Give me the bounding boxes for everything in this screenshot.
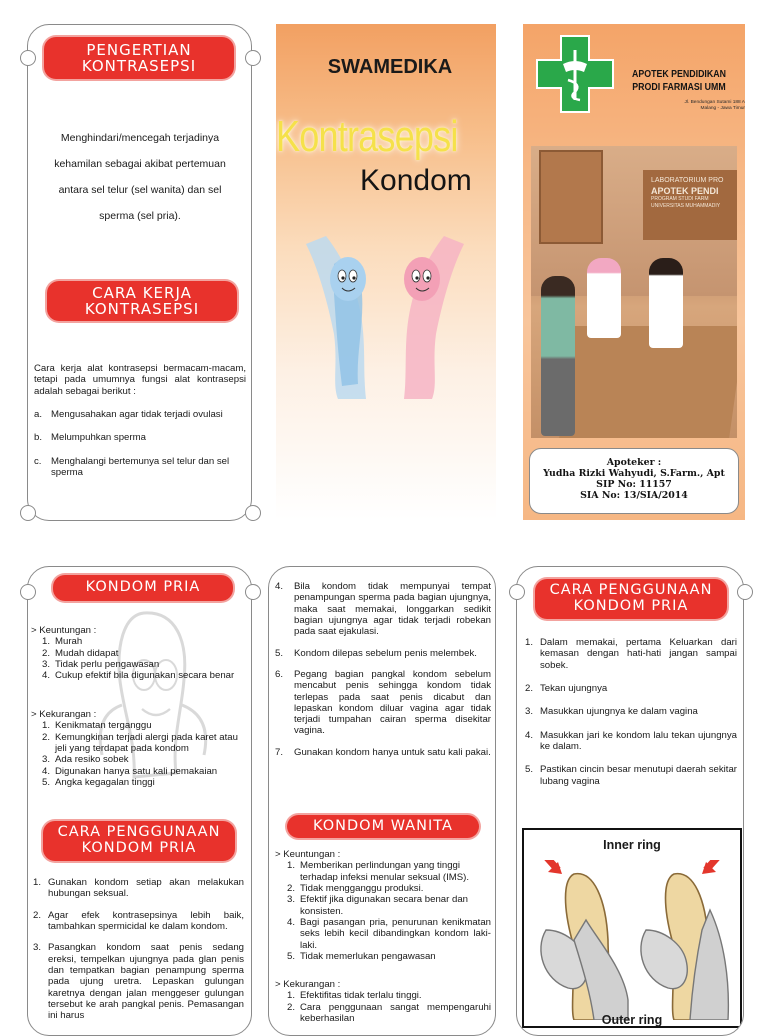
item-text: Kenikmatan terganggu	[55, 720, 152, 732]
photo-person-staff-2	[649, 258, 683, 348]
list-item	[34, 456, 246, 479]
item-marker: 6.	[275, 668, 284, 680]
item-text: Dalam memakai, pertama Keluarkan dari kemasan dengan hati-hati jangan sampai sobek.	[540, 637, 737, 671]
list-item	[34, 432, 246, 443]
address-line: Jl. Bendungan Sutami 188 A	[684, 100, 745, 105]
item-text: Efektifitas tidak terlalu tinggi.	[300, 990, 422, 1002]
item-marker: 3.	[287, 894, 296, 906]
list-item	[275, 917, 491, 951]
list-item	[275, 990, 491, 1001]
item-marker: 1.	[287, 860, 296, 872]
item-marker: 4.	[275, 581, 284, 592]
item-marker: 1.	[287, 990, 296, 1002]
photo-cabinet	[539, 150, 603, 244]
definition-text	[34, 125, 246, 229]
list-item	[275, 669, 491, 737]
list-item	[525, 683, 737, 694]
title-line: CARA KERJA	[92, 283, 192, 302]
cover-subtitle: Kondom	[360, 164, 472, 197]
org-line: APOTEK PENDIDIKAN	[632, 69, 726, 80]
item-text: Tekan ujungnya	[540, 682, 608, 694]
item-text: Kemungkinan terjadi alergi pada karet atau jeli yang terdapat pada kondom	[55, 731, 238, 754]
list-item	[31, 754, 243, 765]
list-item	[525, 764, 737, 787]
item-text: Angka kegagalan tinggi	[55, 776, 155, 788]
frame-notch	[245, 50, 261, 66]
list-item	[31, 659, 243, 670]
item-text: Mudah didapat	[55, 647, 119, 659]
definition-line: kehamilan sebagai akibat pertemuan	[54, 158, 226, 170]
org-name	[624, 68, 733, 94]
item-marker: 2.	[33, 909, 42, 921]
cover-heading: SWAMEDIKA	[327, 56, 453, 78]
list-item	[31, 777, 243, 788]
pros-label: > Keuntungan :	[275, 849, 341, 860]
section-title-kondom-pria	[53, 575, 233, 601]
item-marker: 5.	[525, 764, 534, 776]
org-address	[635, 100, 745, 112]
item-text: Cara penggunaan sangat mempengaruhi keberhasilan	[300, 1001, 491, 1024]
pharmacy-cross-logo	[535, 34, 615, 114]
title-line: KONDOM WANITA	[313, 817, 453, 834]
frame-notch	[20, 584, 36, 600]
item-text: Cukup efektif bila digunakan secara benar	[55, 670, 235, 682]
frame-notch	[20, 505, 36, 521]
item-marker: 5.	[275, 647, 284, 659]
female-usage-steps	[525, 637, 737, 787]
list-item	[31, 732, 243, 755]
list-item	[275, 883, 491, 894]
item-text: Gunakan kondom setiap akan melakukan hubungan seksual.	[48, 877, 244, 900]
list-item	[275, 951, 491, 962]
item-marker: 2.	[287, 1001, 296, 1013]
section-title-kondom-wanita	[287, 815, 479, 838]
figure-label-outer-ring: Outer ring	[601, 1013, 663, 1027]
female-condom-illustration	[524, 860, 740, 1020]
item-marker: 1.	[42, 636, 51, 648]
list-item	[31, 636, 243, 647]
item-text: Masukkan ujungnya ke dalam vagina	[540, 706, 698, 718]
list-item	[33, 877, 244, 900]
item-text: Tidak perlu pengawasan	[55, 658, 160, 670]
frame-notch	[245, 584, 261, 600]
panel-definition	[27, 24, 252, 521]
item-marker: 5.	[42, 776, 51, 788]
item-marker: 4.	[287, 916, 296, 928]
sign-line: APOTEK PENDI	[651, 186, 719, 196]
frame-notch	[20, 50, 36, 66]
figure-label-inner-ring: Inner ring	[603, 838, 661, 852]
title-line: KONTRASEPSI	[81, 57, 197, 75]
item-text: Bila kondom tidak mempunyai tempat penampungan sperma pada bagian ujungnya, maka saat memakai, longgarkan sedikit bagian ujungnya agar tidak terjadi robekan pada saat ejakulasi.	[294, 581, 491, 638]
cons-label: > Kekurangan :	[275, 979, 341, 990]
item-text: Gunakan kondom hanya untuk satu kali pakai.	[294, 746, 491, 758]
male-cons	[31, 709, 243, 788]
item-marker: 2.	[42, 647, 51, 659]
item-marker: 1.	[33, 877, 42, 888]
list-item	[31, 766, 243, 777]
title-line: KONTRASEPSI	[84, 300, 200, 318]
title-line: PENGERTIAN	[86, 40, 192, 59]
panel-female-condom	[268, 566, 496, 1036]
item-text: Memberikan perlindungan yang tinggi terhadap infeksi menular seksual (IMS).	[300, 860, 470, 883]
item-text: Mengusahakan agar tidak terjadi ovulasi	[51, 409, 223, 420]
mechanism-list	[34, 409, 246, 478]
item-text: Ada resiko sobek	[55, 754, 129, 766]
female-condom-figure	[522, 828, 742, 1028]
frame-notch	[245, 505, 261, 521]
address-line: Malang - Jawa Timur	[700, 106, 745, 111]
section-title-pengertian	[44, 37, 234, 79]
item-marker: 4.	[525, 729, 534, 741]
sign-line: LABORATORIUM PRO	[651, 177, 724, 184]
item-text: Pegang bagian pangkal kondom sebelum mencabut penis sehingga kondom tidak terlepas pada saat penis dicabut dan lepaskan kondom diluar vagina agar tidak terjadi tumpahan cairan sperma disekitar vagina.	[294, 668, 491, 737]
item-text: Tidak memerlukan pengawasan	[300, 950, 436, 962]
pharmacist-name: Yudha Rizki Wahyudi, S.Farm., Apt	[543, 468, 725, 479]
item-marker: a.	[34, 409, 43, 420]
intro-text: Cara kerja alat kontrasepsi bermacam-macam, tetapi pada umumnya fungsi alat kontrasepsi adalah sebagai berikut :	[34, 363, 246, 397]
sign-line: UNIVERSITAS MUHAMMADIY	[651, 203, 721, 209]
list-item	[275, 894, 491, 917]
pros-label: > Keuntungan :	[31, 625, 97, 636]
item-marker: 3.	[33, 942, 42, 954]
item-text: Pastikan cincin besar menutupi daerah sekitar lubang vagina	[540, 764, 737, 787]
section-title-cara-penggunaan-pria	[43, 821, 235, 861]
pharmacist-label: Apoteker :	[606, 457, 662, 468]
list-item	[525, 706, 737, 717]
male-usage-steps-continued	[275, 581, 491, 758]
item-text: Agar efek kontrasepsinya lebih baik, tambahkan spermicidal ke dalam kondom.	[48, 909, 244, 932]
cons-label: > Kekurangan :	[31, 709, 97, 720]
item-marker: 7.	[275, 746, 284, 758]
item-marker: 1.	[42, 720, 51, 732]
item-text: Menghalangi bertemunya sel telur dan sel sperma	[51, 455, 230, 478]
definition-line: sperma (sel pria).	[99, 210, 181, 222]
section-title-cara-penggunaan-wanita	[535, 579, 727, 619]
list-item	[275, 1002, 491, 1025]
male-pros	[31, 625, 243, 682]
item-text: Masukkan jari ke kondom lalu tekan ujungnya ke dalam.	[540, 729, 737, 752]
frame-notch	[509, 584, 525, 600]
item-marker: c.	[34, 455, 42, 467]
list-item	[525, 637, 737, 671]
title-line: CARA PENGGUNAAN	[57, 824, 221, 841]
condom-mascots-illustration	[276, 224, 496, 404]
item-marker: 4.	[42, 765, 51, 777]
item-marker: 4.	[42, 670, 51, 682]
list-item	[525, 730, 737, 753]
list-item	[275, 648, 491, 659]
list-item	[33, 910, 244, 933]
item-text: Tidak mengganggu produksi.	[300, 882, 424, 894]
panel-female-usage	[516, 566, 744, 1036]
sia-number: SIA No: 13/SIA/2014	[580, 490, 688, 501]
list-item	[275, 581, 491, 638]
sign-line: PROGRAM STUDI FARM	[651, 196, 709, 202]
panel-back-cover	[523, 24, 745, 520]
definition-line: Menghindari/mencegah terjadinya	[60, 132, 220, 144]
item-marker: 2.	[525, 682, 534, 694]
male-usage-steps	[33, 877, 244, 1021]
list-item	[31, 720, 243, 731]
item-text: Pasangkan kondom saat penis sedang ereksi, tempelkan ujungnya pada glan penis dan tempatkan bagian penampung sperma pada ujung uretra. Lepaskan gulungan karetnya dengan jalan menggeser gulungan tersebut ke arah pangkal penis. Pemasangan ini harus	[48, 942, 244, 1022]
title-line: KONDOM PRIA	[573, 598, 689, 614]
photo-person-staff-1	[587, 258, 621, 338]
item-marker: 3.	[42, 754, 51, 766]
item-text: Digunakan hanya satu kali pemakaian	[55, 765, 218, 777]
list-item	[275, 747, 491, 758]
cover-title: Kontrasepsi	[276, 112, 458, 161]
title-line: KONDOM PRIA	[81, 840, 197, 856]
item-text: Efektif jika digunakan secara benar dan konsisten.	[300, 894, 468, 917]
pharmacist-card	[529, 448, 739, 514]
mechanism-intro	[34, 363, 246, 397]
photo-person-customer	[541, 276, 575, 436]
sip-number: SIP No: 11157	[596, 479, 672, 490]
frame-notch	[737, 584, 753, 600]
panel-cover	[276, 24, 496, 520]
item-marker: 5.	[287, 950, 296, 962]
female-cons	[275, 979, 491, 1024]
panel-male-condom	[27, 566, 252, 1036]
title-line: KONDOM PRIA	[85, 579, 201, 596]
section-title-cara-kerja	[47, 281, 237, 321]
item-text: Melumpuhkan sperma	[51, 432, 146, 444]
item-marker: 3.	[42, 658, 51, 670]
pharmacy-photo	[531, 146, 737, 438]
list-item	[31, 670, 243, 681]
item-marker: 2.	[287, 882, 296, 894]
list-item	[31, 648, 243, 659]
item-marker: 2.	[42, 731, 51, 743]
definition-line: antara sel telur (sel wanita) dan sel	[58, 184, 222, 196]
title-line: CARA PENGGUNAAN	[549, 582, 713, 599]
item-text: Bagi pasangan pria, penurunan kenikmatan seks lebih kecil dibandingkan kondom laki-laki.	[300, 916, 491, 951]
list-item	[34, 409, 246, 420]
item-text: Kondom dilepas sebelum penis melembek.	[294, 647, 477, 659]
org-line: PRODI FARMASI UMM	[632, 82, 726, 93]
photo-sign-board	[643, 170, 737, 240]
list-item	[33, 942, 244, 1021]
female-pros	[275, 849, 491, 962]
list-item	[275, 860, 491, 883]
item-marker: 1.	[525, 637, 534, 648]
item-marker: b.	[34, 432, 43, 444]
item-marker: 3.	[525, 706, 534, 718]
item-text: Murah	[55, 636, 83, 648]
